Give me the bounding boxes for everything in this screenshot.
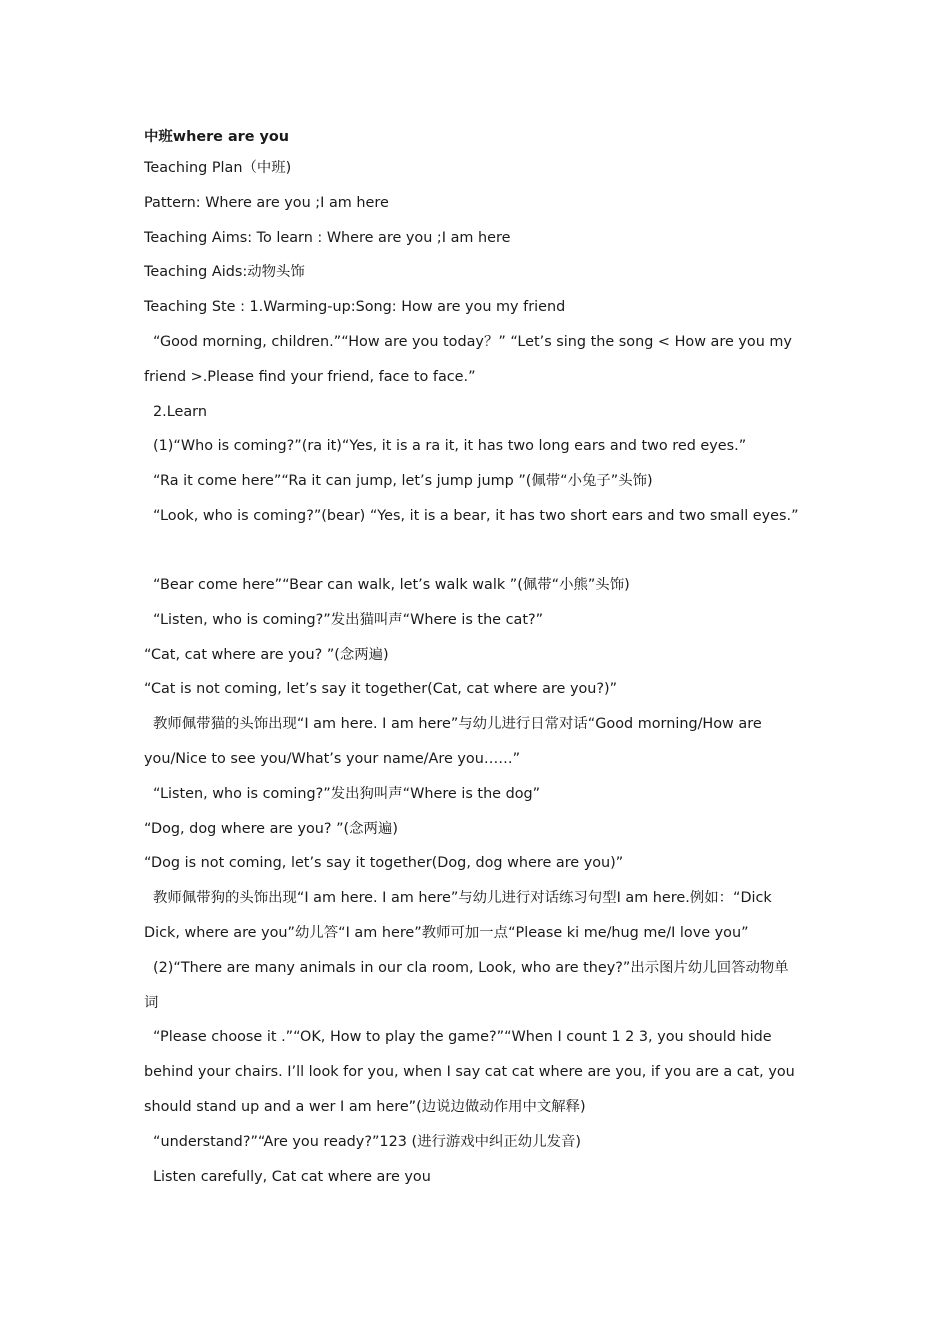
text-line: you/Nice to see you/What’s your name/Are you……” bbox=[144, 751, 521, 768]
text-line: “Please choose it .”“OK, How to play the game?”“When I count 1 2 3, you should hide bbox=[153, 1029, 772, 1046]
text-line: Teaching Plan（中班) bbox=[144, 160, 292, 176]
text-line: “understand?”“Are you ready?”123 (进行游戏中纠正幼儿发音) bbox=[153, 1133, 581, 1150]
text-line: “Cat is not coming, let’s say it together(Cat, cat where are you?)” bbox=[144, 681, 618, 698]
text-line: “Dog is not coming, let’s say it together(Dog, dog where are you)” bbox=[144, 855, 624, 872]
text-line: Teaching Aims: To learn : Where are you ;I am here bbox=[144, 229, 511, 246]
text-line: “Listen, who is coming?”发出猫叫声“Where is the cat?” bbox=[153, 611, 544, 628]
text-line: “Dog, dog where are you? ”(念两遍) bbox=[144, 820, 398, 837]
text-line: “Ra it come here”“Ra it can jump, let’s jump jump ”(佩带“小兔子”头饰) bbox=[153, 473, 653, 490]
text-line: behind your chairs. I’ll look for you, when I say cat cat where are you, if you are a cat, you bbox=[144, 1064, 795, 1081]
text-line: “Look, who is coming?”(bear) “Yes, it is a bear, it has two short ears and two small eyes.” bbox=[153, 507, 799, 524]
text-line: Dick, where are you”幼儿答“I am here”教师可加一点“Please ki me/hug me/I love you” bbox=[144, 925, 749, 942]
text-line: friend >.Please find your friend, face to face.” bbox=[144, 368, 476, 385]
text-line: should stand up and a wer I am here”(边说边做动作用中文解释) bbox=[144, 1099, 586, 1116]
text-line: “Cat, cat where are you? ”(念两遍) bbox=[144, 646, 389, 663]
text-line: 词 bbox=[144, 994, 159, 1011]
text-line: (2)“There are many animals in our cla room, Look, who are they?”出示图片幼儿回答动物单 bbox=[153, 959, 789, 976]
text-line: Teaching Aids:动物头饰 bbox=[144, 264, 305, 281]
text-line: “Good morning, children.”“How are you today？” “Let’s sing the song < How are you my bbox=[153, 333, 792, 350]
text-line: “Bear come here”“Bear can walk, let’s walk walk ”(佩带“小熊”头饰) bbox=[153, 577, 630, 594]
text-line: Teaching Ste : 1.Warming-up:Song: How are you my friend bbox=[144, 299, 566, 316]
document-page bbox=[144, 123, 814, 1197]
text-line: Pattern: Where are you ;I am here bbox=[144, 194, 389, 211]
text-line: Listen carefully, Cat cat where are you bbox=[153, 1168, 431, 1185]
text-line: (1)“Who is coming?”(ra it)“Yes, it is a ra it, it has two long ears and two red eyes.” bbox=[153, 438, 747, 455]
text-line: 教师佩带猫的头饰出现“I am here. I am here”与幼儿进行日常对话“Good morning/How are bbox=[153, 716, 762, 733]
document-title: 中班where are you bbox=[144, 129, 290, 145]
blank-line bbox=[144, 537, 814, 571]
text-line: 2.Learn bbox=[153, 403, 207, 420]
document-body bbox=[144, 154, 814, 1197]
text-line: 教师佩带狗的头饰出现“I am here. I am here”与幼儿进行对话练习句型I am here.例如：“Dick bbox=[153, 890, 772, 907]
text-line: “Listen, who is coming?”发出狗叫声“Where is the dog” bbox=[153, 785, 541, 802]
